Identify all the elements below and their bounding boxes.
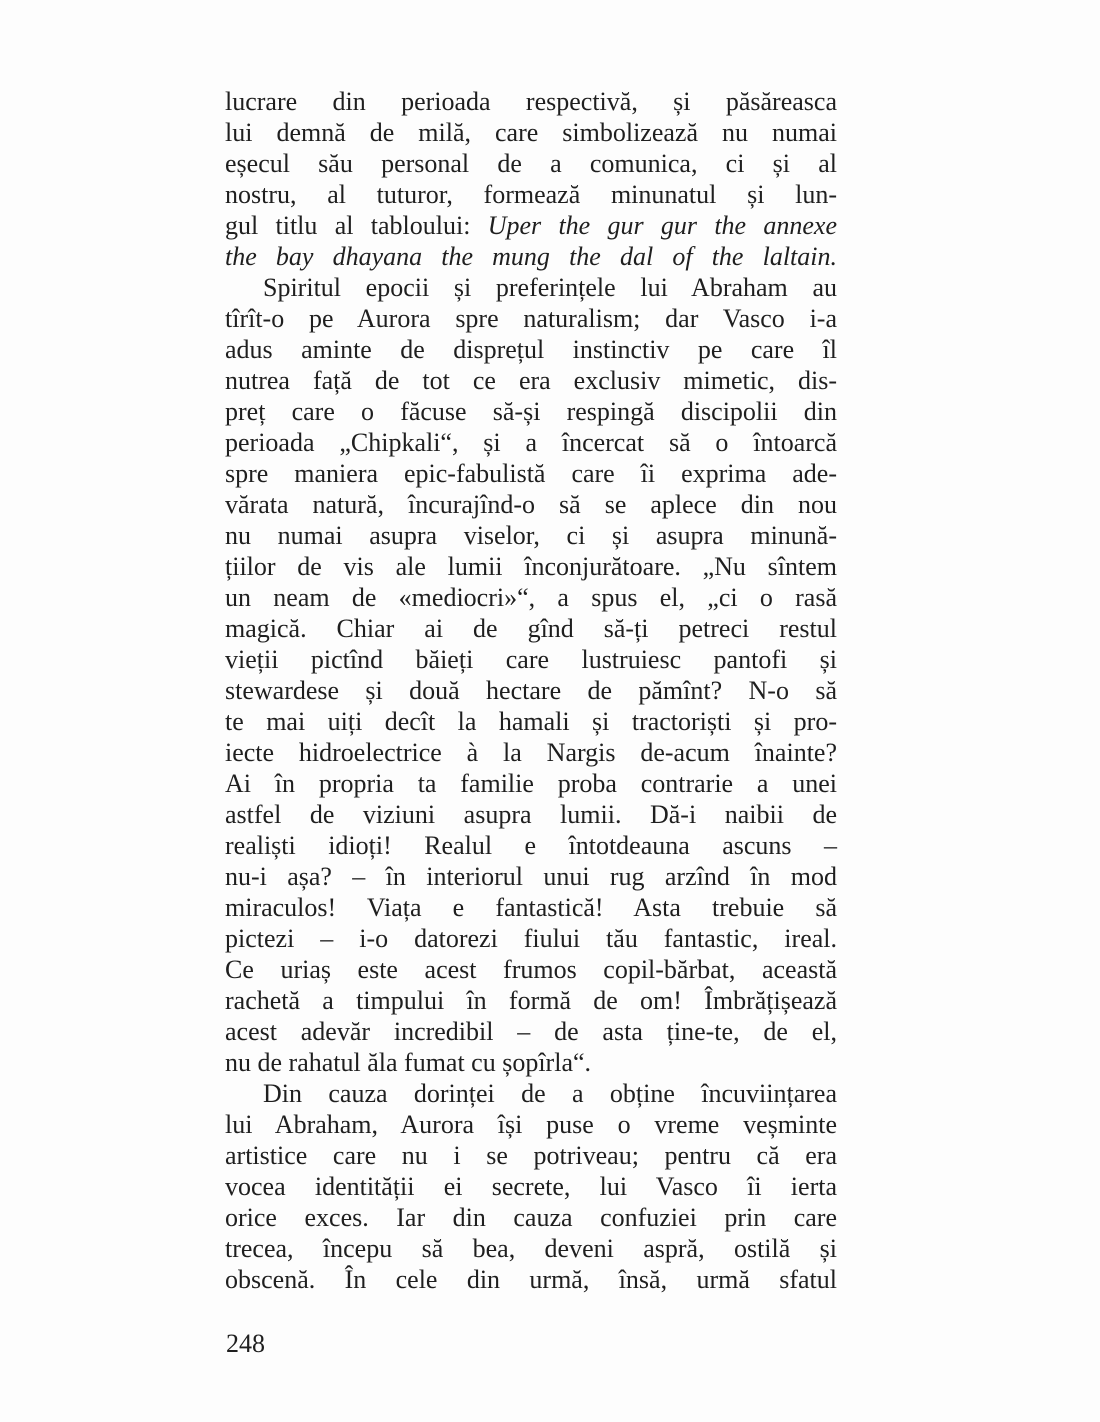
text-line xyxy=(225,365,837,396)
text-line xyxy=(225,117,837,148)
text-line xyxy=(225,241,837,272)
text-segment: pictezi – i-o datorezi fiului tău fantastic, ireal. xyxy=(225,924,837,953)
italic-text-segment: the bay dhayana the mung the dal of the laltain. xyxy=(225,242,837,271)
text-line xyxy=(225,458,837,489)
text-line xyxy=(225,1264,837,1295)
text-segment: nostru, al tuturor, formează minunatul și lun- xyxy=(225,180,837,209)
text-segment: preț care o făcuse să-și respingă discipolii din xyxy=(225,397,837,426)
text-line xyxy=(225,1078,837,1109)
text-segment: perioada „Chipkali“, și a încercat să o întoarcă xyxy=(225,428,837,457)
text-line xyxy=(225,923,837,954)
text-line xyxy=(225,861,837,892)
text-segment: trecea, începu să bea, deveni aspră, ostilă și xyxy=(225,1234,837,1263)
text-line xyxy=(225,1202,837,1233)
text-block xyxy=(225,86,837,1295)
text-line xyxy=(225,1016,837,1047)
text-line xyxy=(225,179,837,210)
text-segment: tîrît-o pe Aurora spre naturalism; dar Vasco i-a xyxy=(225,304,837,333)
text-line xyxy=(225,799,837,830)
text-line xyxy=(225,985,837,1016)
text-segment: nu de rahatul ăla fumat cu șopîrla“. xyxy=(225,1048,592,1077)
text-segment: lui demnă de milă, care simbolizează nu numai xyxy=(225,118,837,147)
text-line xyxy=(225,768,837,799)
text-segment: vieții pictînd băieți care lustruiesc pantofi și xyxy=(225,645,837,674)
text-segment: nu numai asupra viselor, ci și asupra minună- xyxy=(225,521,837,550)
text-segment: realiști idioți! Realul e întotdeauna ascuns – xyxy=(225,831,837,860)
text-line xyxy=(225,1140,837,1171)
text-line xyxy=(225,86,837,117)
text-segment: acest adevăr incredibil – de asta ține-te, de el, xyxy=(225,1017,837,1046)
text-segment: nutrea față de tot ce era exclusiv mimetic, dis- xyxy=(225,366,837,395)
text-line xyxy=(225,210,837,241)
text-segment: Spiritul epocii și preferințele lui Abraham au xyxy=(263,273,837,302)
text-segment: adus aminte de disprețul instinctiv pe care îl xyxy=(225,335,837,364)
text-segment: vocea identității ei secrete, lui Vasco îi ierta xyxy=(225,1172,837,1201)
text-segment: obscenă. În cele din urmă, însă, urmă sfatul xyxy=(225,1265,837,1294)
text-line xyxy=(225,520,837,551)
text-line xyxy=(225,1109,837,1140)
text-segment: te mai uiți decît la hamali și tractoriști și pro- xyxy=(225,707,837,736)
text-line xyxy=(225,1047,837,1078)
text-segment: orice exces. Iar din cauza confuziei prin care xyxy=(225,1203,837,1232)
text-segment: spre maniera epic-fabulistă care îi exprima ade- xyxy=(225,459,837,488)
text-segment: Ce uriaș este acest frumos copil-bărbat, această xyxy=(225,955,837,984)
text-line xyxy=(225,644,837,675)
text-line xyxy=(225,1233,837,1264)
text-segment: lucrare din perioada respectivă, și păsăreasca xyxy=(225,87,837,116)
text-segment: vărata natură, încurajînd-o să se aplece din nou xyxy=(225,490,837,519)
text-segment: artistice care nu i se potriveau; pentru că era xyxy=(225,1141,837,1170)
text-segment: Ai în propria ta familie proba contrarie a unei xyxy=(225,769,837,798)
text-segment: magică. Chiar ai de gînd să-ți petreci restul xyxy=(225,614,837,643)
text-line xyxy=(225,675,837,706)
text-line xyxy=(225,830,837,861)
text-segment: gul titlu al tabloului: xyxy=(225,211,488,240)
text-line xyxy=(225,303,837,334)
text-line xyxy=(225,551,837,582)
text-segment: miraculos! Viața e fantastică! Asta trebuie să xyxy=(225,893,837,922)
text-segment: nu-i așa? – în interiorul unui rug arzînd în mod xyxy=(225,862,837,891)
text-line xyxy=(225,1171,837,1202)
text-line xyxy=(225,706,837,737)
text-line xyxy=(225,489,837,520)
text-segment: țiilor de vis ale lumii înconjurătoare. „Nu sîntem xyxy=(225,552,837,581)
text-line xyxy=(225,148,837,179)
text-line xyxy=(225,334,837,365)
text-line xyxy=(225,396,837,427)
text-line xyxy=(225,582,837,613)
text-segment: astfel de viziuni asupra lumii. Dă-i naibii de xyxy=(225,800,837,829)
text-segment: lui Abraham, Aurora își puse o vreme veșminte xyxy=(225,1110,837,1139)
text-line xyxy=(225,427,837,458)
text-line xyxy=(225,737,837,768)
text-segment: eșecul său personal de a comunica, ci și al xyxy=(225,149,837,178)
text-segment: stewardese și două hectare de pămînt? N-o să xyxy=(225,676,837,705)
text-line xyxy=(225,613,837,644)
italic-text-segment: Uper the gur gur the annexe xyxy=(487,211,837,240)
text-segment: un neam de «mediocri»“, a spus el, „ci o rasă xyxy=(225,583,837,612)
text-line xyxy=(225,272,837,303)
page-number: 248 xyxy=(226,1329,265,1358)
text-segment: Din cauza dorinței de a obține încuviințarea xyxy=(263,1079,837,1108)
text-segment: iecte hidroelectrice à la Nargis de-acum înainte? xyxy=(225,738,837,767)
text-segment: rachetă a timpului în formă de om! Îmbrățișează xyxy=(225,986,837,1015)
text-line xyxy=(225,954,837,985)
text-line xyxy=(225,892,837,923)
